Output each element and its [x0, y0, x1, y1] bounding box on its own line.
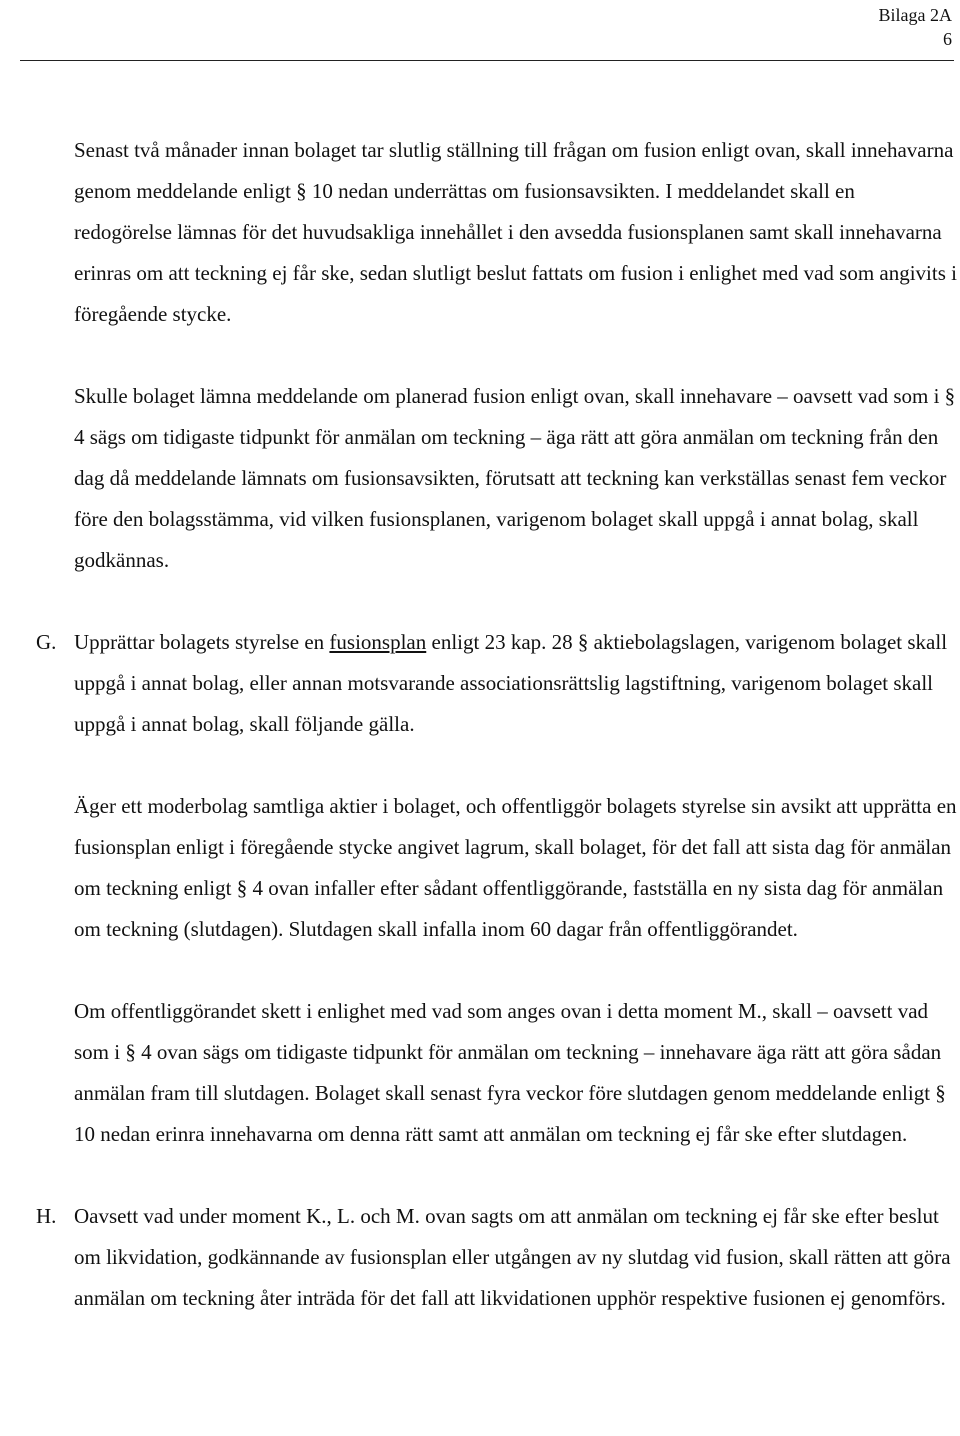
section-g-underlined-term: fusionsplan: [329, 630, 427, 654]
document-body: [36, 130, 958, 1360]
section-g: [36, 622, 958, 745]
paragraph-publication: Om offentliggörandet skett i enlighet med vad som anges ovan i detta moment M., skall – oavsett vad som i § 4 ovan sägs om tidigaste tidpunkt för anmälan om teckning – innehavare äga rätt att göra sådan anmälan fram till slutdagen. Bolaget skall senast fyra veckor före slutdagen genom meddelande enligt § 10 nedan erinra innehavarna om denna rätt samt att anmälan om teckning ej får ske efter slutdagen.: [74, 999, 946, 1146]
paragraph-planned-merger: Skulle bolaget lämna meddelande om planerad fusion enligt ovan, skall innehavare – oavsett vad som i § 4 sägs om tidigaste tidpunkt för anmälan om teckning – äga rätt att göra anmälan om teckning från den dag då meddelande lämnats om fusionsavsikten, förutsatt att teckning kan verkställas senast fem veckor före den bolagsstämma, vid vilken fusionsplanen, varigenom bolaget skall uppgå i annat bolag, skall godkännas.: [74, 384, 956, 572]
section-h-marker: H.: [36, 1204, 57, 1228]
appendix-label: Bilaga 2A: [878, 5, 952, 25]
section-g-marker: G.: [36, 630, 57, 654]
section-h-text: Oavsett vad under moment K., L. och M. ovan sagts om att anmälan om teckning ej får ske efter beslut om likvidation, godkännande av fusionsplan eller utgången av ny slutdag vid fusion, skall rätten att göra anmälan om teckning åter inträda för det fall att likvidationen upphör respektive fusionen ej genomförs.: [74, 1204, 951, 1310]
paragraph-notice-of-merger: Senast två månader innan bolaget tar slutlig ställning till frågan om fusion enligt ovan, skall innehavarna genom meddelande enligt § 10 nedan underrättas om fusionsavsikten. I meddelandet skall en redogörelse lämnas för det huvudsakliga innehållet i den avsedda fusionsplanen samt skall innehavarna erinras om att teckning ej får ske, sedan slutligt beslut fattats om fusion i enlighet med vad som angivits i föregående stycke.: [74, 138, 957, 326]
page-number: 6: [943, 29, 952, 49]
section-g-text-end: enligt 23 kap. 28 § aktiebolagslagen, varigenom bolaget skall uppgå i annat bolag, eller annan motsvarande associationsrättslig lagstiftning, varigenom bolaget skall uppgå i annat bolag, skall följande gälla.: [74, 630, 948, 736]
section-h: [36, 1196, 958, 1319]
header-rule: [20, 60, 954, 61]
page-header: [879, 0, 953, 51]
section-g-text-start: Upprättar bolagets styrelse en: [74, 630, 330, 654]
paragraph-parent-company: Äger ett moderbolag samtliga aktier i bolaget, och offentliggör bolagets styrelse sin avsikt att upprätta en fusionsplan enligt i föregående stycke angivet lagrum, skall bolaget, för det fall att sista dag för anmälan om teckning enligt § 4 ovan infaller efter sådant offentliggörande, fastställa en ny sista dag för anmälan om teckning (slutdagen). Slutdagen skall infalla inom 60 dagar från offentliggörandet.: [74, 794, 957, 941]
